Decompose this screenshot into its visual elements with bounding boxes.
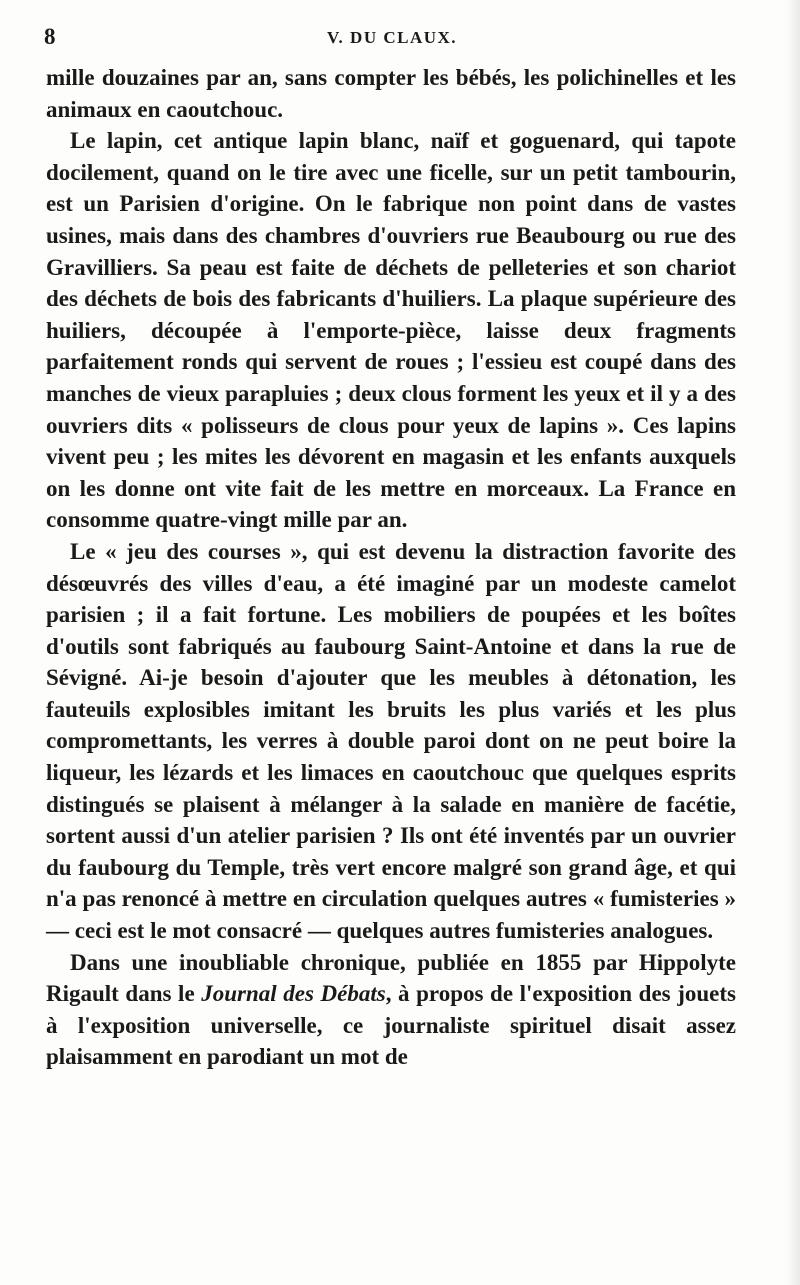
page-number: 8 [44,24,56,49]
paragraph-3: Le « jeu des courses », qui est devenu la distraction favorite des désœuvrés des villes d'eau, a été imaginé par un modeste camelot parisien ; il a fait fortune. Les mobiliers de poupées et les boîtes d'outils sont fabriqués au faubourg Saint-Antoine et dans la rue de Sévigné. Ai-je besoin d'ajouter que les meubles à détonation, les fauteuils explosibles imitant les bruits les plus variés et les plus compromettants, les verres à double paroi dont on ne peut boire la liqueur, les lézards et les limaces en caoutchouc que quelques esprits distingués se plaisent à mélanger à la salade en manière de facétie, sortent aussi d'un atelier parisien ? Ils ont été inventés par un ouvrier du faubourg du Temple, très vert encore malgré son grand âge, et qui n'a pas renoncé à mettre en circulation quelques autres « fumisteries » — ceci est le mot consacré — quelques autres fumisteries analogues. [46,538,736,944]
running-head: V. DU CLAUX. [326,28,458,47]
paragraph-4-text-before: Dans une inoubliable chronique, publiée en 1855 par Hippolyte Rigault dans le [46,949,736,1007]
paragraph-1: mille douzaines par an, sans compter les bébés, les polichinelles et les animaux en caoutchouc. [46,65,736,122]
page-edge-shadow [786,0,800,1285]
paragraph-2: Le lapin, cet antique lapin blanc, naïf et goguenard, qui tapote docilement, quand on le tire avec une ficelle, sur un petit tambourin, est un Parisien d'origine. On le fabrique non point dans de vastes usines, mais dans des chambres d'ouvriers rue Beaubourg ou rue des Gravilliers. Sa peau est faite de déchets de pelleteries et son chariot des déchets de bois des fabricants d'huiliers. La plaque supérieure des huiliers, découpée à l'emporte-pièce, laisse deux fragments parfaitement ronds qui servent de roues ; l'essieu est coupé dans des manches de vieux parapluies ; deux clous forment les yeux et il y a des ouvriers dits « polisseurs de clous pour yeux de lapins ». Ces lapins vivent peu ; les mites les dévorent en magasin et les enfants auxquels on les donne ont vite fait de les mettre en morceaux. La France en consomme quatre-vingt mille par an. [46,128,736,533]
journal-title: Journal des Débats [201,981,386,1007]
page-header [44,24,740,54]
paragraph-4-text-after: , à propos de l'exposition des jouets à l'exposition universelle, ce journaliste spirituel disait assez plaisamment en parodiant un mot de [46,981,736,1070]
paragraph-4 [46,947,736,1073]
body-text [46,62,736,1073]
